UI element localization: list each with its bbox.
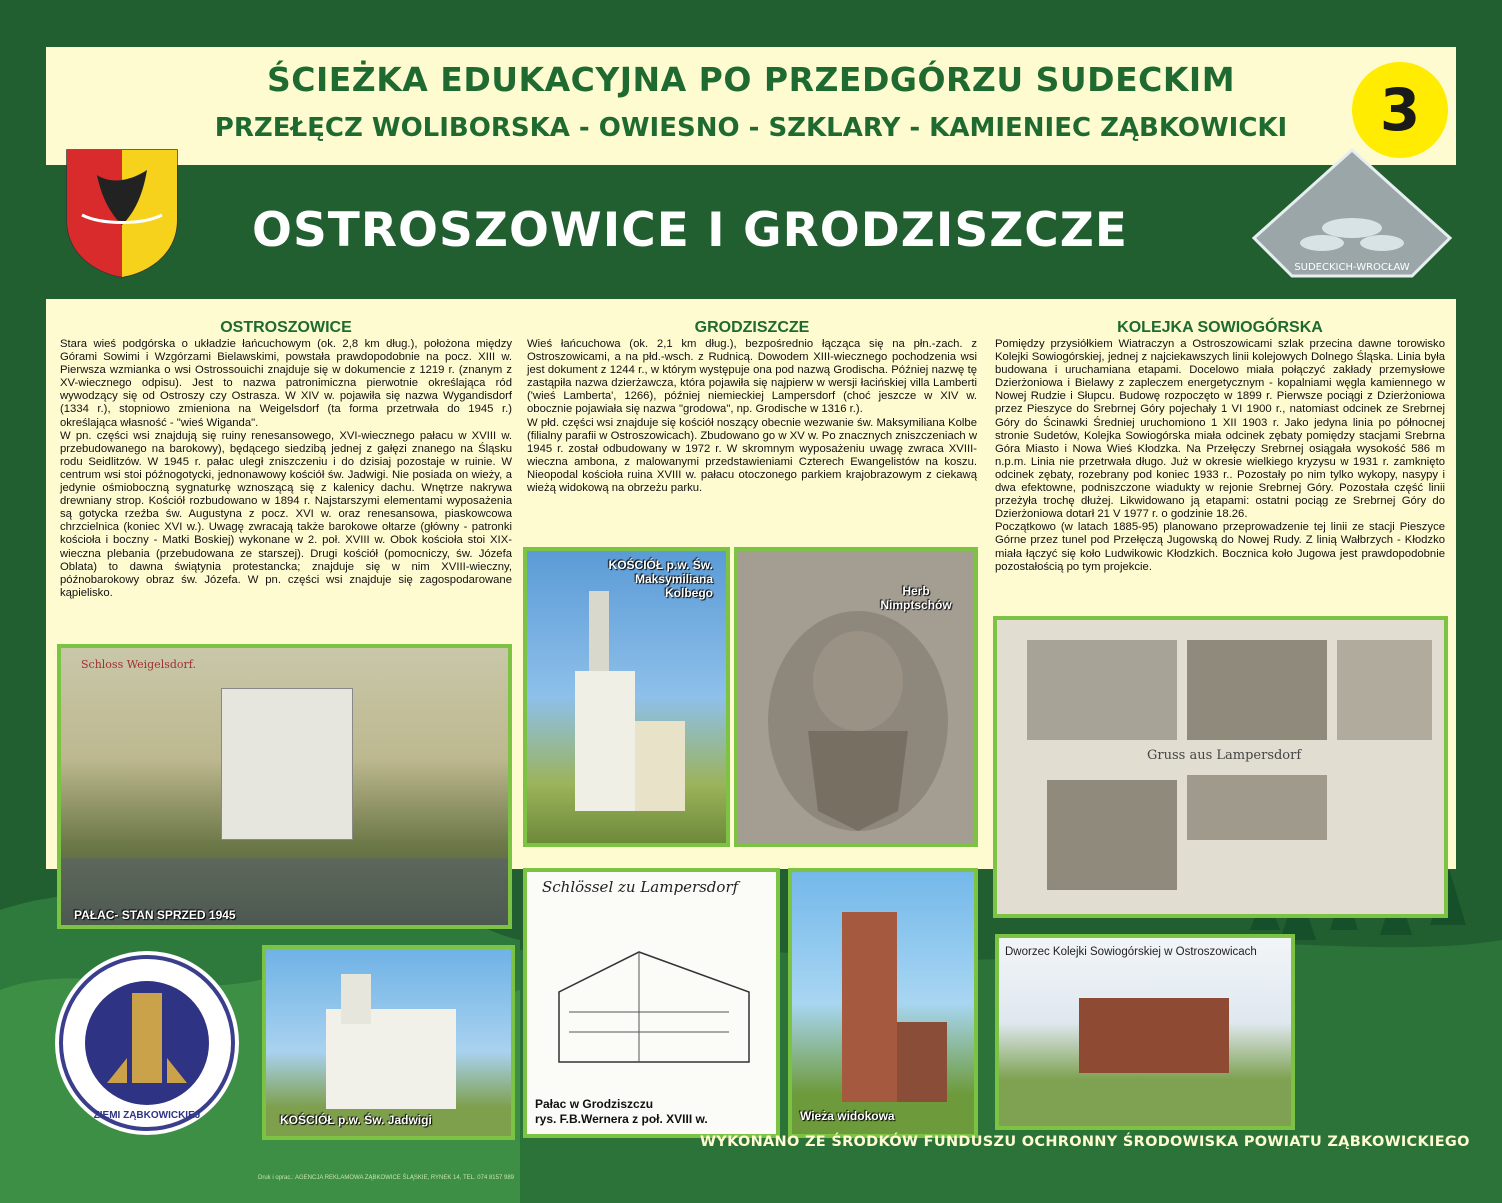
palace-sketch-icon: [529, 912, 779, 1112]
trail-number-badge: 3: [1352, 62, 1448, 158]
station-photo: [995, 934, 1295, 1130]
palace-photo: [57, 644, 512, 929]
drawing-caption-line2: rys. F.B.Wernera z poł. XVIII w.: [535, 1112, 708, 1126]
heading-kolejka: KOLEJKA SOWIOGÓRSKA: [1117, 319, 1323, 336]
funding-footer: WYKONANO ZE ŚRODKÓW FUNDUSZU OCHRONNY ŚRODOWISKA POWIATU ZĄBKOWICKIEGO: [700, 1134, 1470, 1150]
text-grodziszcze-p2: W płd. części wsi znajduje się kościół noszący obecnie wezwanie św. Maksymiliana Kolbe (filialny parafii w Ostroszowicach). Zbudowano go w XV w. Po znacznych zniszczeniach w 1945 r. został odbudowany w 1972 r. W skromnym wyposażeniu uwagę zwraca XVIII-wieczna ambona, z malowanymi przedstawieniami Czterech Ewangelistów na koszu. Nieopodal kościoła ruina XVIII w. pałacu otoczonego parkiem krajobrazowym z ciekawą wieżą widokową na obrzeżu parku.: [527, 416, 977, 495]
station-caption: Dworzec Kolejki Sowiogórskiej w Ostroszowicach: [1005, 946, 1257, 958]
guides-club-emblem-icon: [1252, 148, 1452, 278]
church-jadwiga-photo: [262, 945, 515, 1140]
text-grodziszcze: [527, 338, 977, 495]
printer-credit: Druk i oprac.: AGENCJA REKLAMOWA ZĄBKOWICE ŚLĄSKIE, RYNEK 14, TEL. 074 8157 989: [258, 1175, 514, 1181]
logo-bottom-text: ZIEMI ZĄBKOWICKIEJ: [93, 1110, 201, 1121]
drawing-caption-line1: Pałac w Grodziszczu: [535, 1097, 654, 1111]
church-jadwiga-caption: KOŚCIÓŁ p.w. Św. Jadwigi: [280, 1113, 432, 1127]
postcard-gruss: Gruss aus Lampersdorf: [1147, 748, 1302, 763]
text-kolejka-p2: Początkowo (w latach 1885-95) planowano przeprowadzenie tej linii ze stacji Pieszyce Górne przez tunel pod Przełęczą Jugowską do Nowej Rudy. Z linią Wałbrzych - Kłodzko miała łączyć się koło Ludwikowic Kłodzkich. Bocznica koło Jugowa jest prawdopodobnie pozostałością po tym projekcie.: [995, 521, 1445, 573]
herb-caption: Herb Nimptschów: [880, 584, 952, 612]
text-ostroszowice-p2: W pn. części wsi znajdują się ruiny renesansowego, XVI-wiecznego pałacu w XVIII w. przebudowanego na barokowy), będącego siedzibą jednej z gałęzi znanego na Śląsku rodu Seidlitzów. W 1945 r. pałac uległ zniszczeniu i do dzisiaj pozostaje w ruinie. W centrum wsi stoi późnogotycki, jednonawowy kościół św. Jadwigi. Nie posiada on wieży, a jedynie ośmioboczną sygnaturkę wznoszącą się z kalenicy dachu. Wnętrze nakrywa drewniany strop. Kościół rozbudowano w 1894 r. Najstarszymi elementami wyposażenia są gotycka rzeźba św. Augustyna z pocz. XVI w. oraz renesansowa, piaskowcowa chrzcielnica (koniec XVI w.). Uwagę zwracają także barokowe ołtarze (główny - patronki kościoła i boczny - Matki Boskiej) wykonane w 2. poł. XVIII w. Obok kościoła stoi XIX-wieczna plebania (przebudowana ze starszej). Drugi kościół (pomocniczy, św. Józefa Oblata) to dawna świątynia protestancka; znajduje się w nim XVIII-wieczny, późnobarokowy obraz św. Józefa. W pn. części wsi znajduje się zagospodarowane kąpielisko.: [60, 429, 512, 599]
main-title: OSTROSZOWICE I GRODZISZCZE: [252, 203, 1128, 258]
palace-drawing: [523, 868, 780, 1138]
palace-caption: PAŁAC- STAN SPRZED 1945: [74, 908, 236, 922]
route-subtitle: PRZEŁĘCZ WOLIBORSKA - OWIESNO - SZKLARY - KAMIENIEC ZĄBKOWICKI: [214, 113, 1288, 143]
text-kolejka: [995, 338, 1445, 574]
tower-photo: [788, 868, 978, 1138]
lampersdorf-postcard: [993, 616, 1448, 918]
palace-postcard-text: Schloss Weigelsdorf.: [81, 658, 196, 671]
pttk-bottom-text: SUDECKICH-WROCŁAW: [1294, 262, 1410, 273]
text-kolejka-p1: Pomiędzy przysiółkiem Wiatraczyn a Ostroszowicami szlak przecina dawne torowisko Kolejki Sowiogórskiej, jednej z najciekawszych linii kolejowych Dolnego Śląska. Linia była budowana i uruchamiana etapami. Docelowo miała połączyć zakłady przemysłowe Dzierżoniowa i Bielawy z zapleczem energetycznym - kopalniami węgla kamiennego w Nowej Rudzie i Słupcu. Budowę rozpoczęto w 1899 r. Pierwsze pociągi z Dzierżoniowa przez Pieszyce do Srebrnej Góry pojechały 1 VI 1900 r., natomiast odcinek ze Srebrnej Góry do Ścinawki Średniej uruchomiono 1 XII 1903 r. Jako jedyna linia po północnej stronie Sudetów, Kolejka Sowiogórska miała odcinek zębaty pomiędzy stacjami Srebrna Góra Miasto i Nowa Wieś Kłodzka. Na Przełęczy Srebrnej osiągała wysokość 586 m n.p.m. Linia nie przetrwała długo. Już w okresie wielkiego kryzysu w 1931 r. zamknięto odcinek zębaty, rozebrany pod koniec 1933 r.. Pozostały po nim tylko wykopy, nasypy i dwa efektowne, podniszczone wiadukty w rejonie Srebrnej Góry. Pozostała część linii przeżyła trochę dłużej. Likwidowano ją etapami: ostatni pociąg ze Srebrnej Góry do Dzierżoniowa dotarł 21 V 1977 r. o godzinie 18.26.: [995, 338, 1445, 521]
text-ostroszowice-p1: Stara wieś podgórska o układzie łańcuchowym (ok. 2,8 km dług.), położona między Górami Sowimi i Wzgórzami Bielawskimi, powstała prawdopodobnie na pocz. XIII w. Pierwsza wzmianka o wsi Ostrossouichi znajduje się w dokumencie z 1219 r. (znanym z XV-wiecznego odpisu). Jest to nazwa patronimiczna pierwotnie określająca ród wywodzący się od Ostroszy czy Ostrasza. W XIV w. pojawiła się nazwa Wygandisdorf (1334 r.), stopniowo zmieniona na Weigelsdorf (ta forma przetrwała do 1945 r.) określająca własność - "wieś Wiganda".: [60, 338, 512, 429]
heading-ostroszowice: OSTROSZOWICE: [220, 319, 352, 336]
tower-caption: Wieża widokowa: [800, 1109, 895, 1123]
page-title: ŚCIEŻKA EDUKACYJNA PO PRZEDGÓRZU SUDECKIM: [266, 60, 1236, 99]
coat-of-arms-icon: [62, 145, 182, 280]
heading-grodziszcze: GRODZISZCZE: [694, 319, 810, 336]
tourist-organization-logo-icon: [52, 948, 242, 1138]
text-grodziszcze-p1: Wieś łańcuchowa (ok. 2,1 km dług.), bezpośrednio łącząca się na płn.-zach. z Ostroszowicami, a na płd.-wsch. z Rudnicą. Dowodem XIII-wiecznego pochodzenia wsi jest dokument z 1244 r., w którym występuje ona pod nazwą Grodischa. Później nazwę tę zastąpiła nazwa dzierżawcza, która pojawiła się najpierw w wersji łacińskiej villa Lamberti ('wieś Lamberta', 1266), później niemieckiej Lampersdorf (choć jeszcze w XIV w. obocznie pojawiała się nazwa "grodowa", np. Grodische w 1316 r.).: [527, 338, 977, 416]
drawing-title: Schlössel zu Lampersdorf: [542, 878, 739, 896]
church-kolbe-caption: KOŚCIÓŁ p.w. Św. Maksymiliana Kolbego: [608, 558, 713, 600]
text-ostroszowice: [60, 338, 512, 600]
